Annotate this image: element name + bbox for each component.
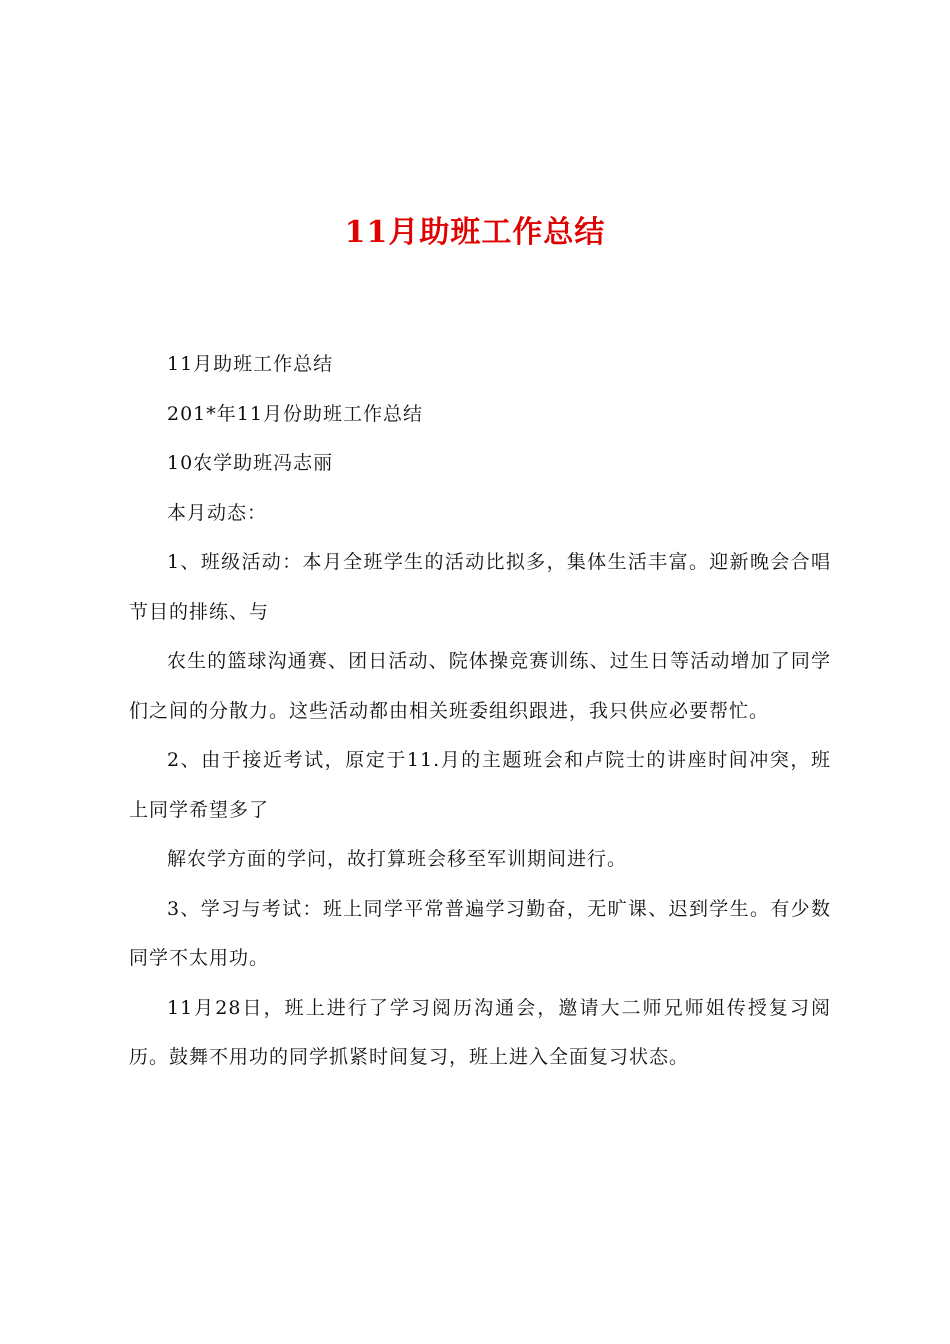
paragraph: 11月助班工作总结 (167, 353, 334, 375)
paragraph: 11月28日，班上进行了学习阅历沟通会，邀请大二师兄师姐传授复习阅历。鼓舞不用功的同学抓紧时间复习，班上进入全面复习状态。 (129, 996, 831, 1068)
paragraph: 2、由于接近考试，原定于11.月的主题班会和卢院士的讲座时间冲突，班上同学希望多了 (129, 749, 831, 821)
paragraph: 10农学助班冯志丽 (167, 452, 334, 474)
paragraph: 201*年11月份助班工作总结 (167, 402, 423, 425)
paragraph: 农生的篮球沟通赛、团日活动、院体操竞赛训练、过生日等活动增加了同学们之间的分散力。这些活动都由相关班委组织跟进，我只供应必要帮忙。 (129, 650, 831, 722)
document-body (129, 340, 831, 1083)
paragraph: 本月动态： (167, 501, 268, 524)
paragraph: 解农学方面的学问，故打算班会移至军训期间进行。 (167, 848, 628, 870)
document-title: 11月助班工作总结 (344, 215, 606, 250)
paragraph: 3、学习与考试：班上同学平常普遍学习勤奋，无旷课、迟到学生。有少数同学不太用功。 (129, 897, 831, 969)
paragraph: 1、班级活动：本月全班学生的活动比拟多，集体生活丰富。迎新晚会合唱节目的排练、与 (129, 551, 831, 623)
